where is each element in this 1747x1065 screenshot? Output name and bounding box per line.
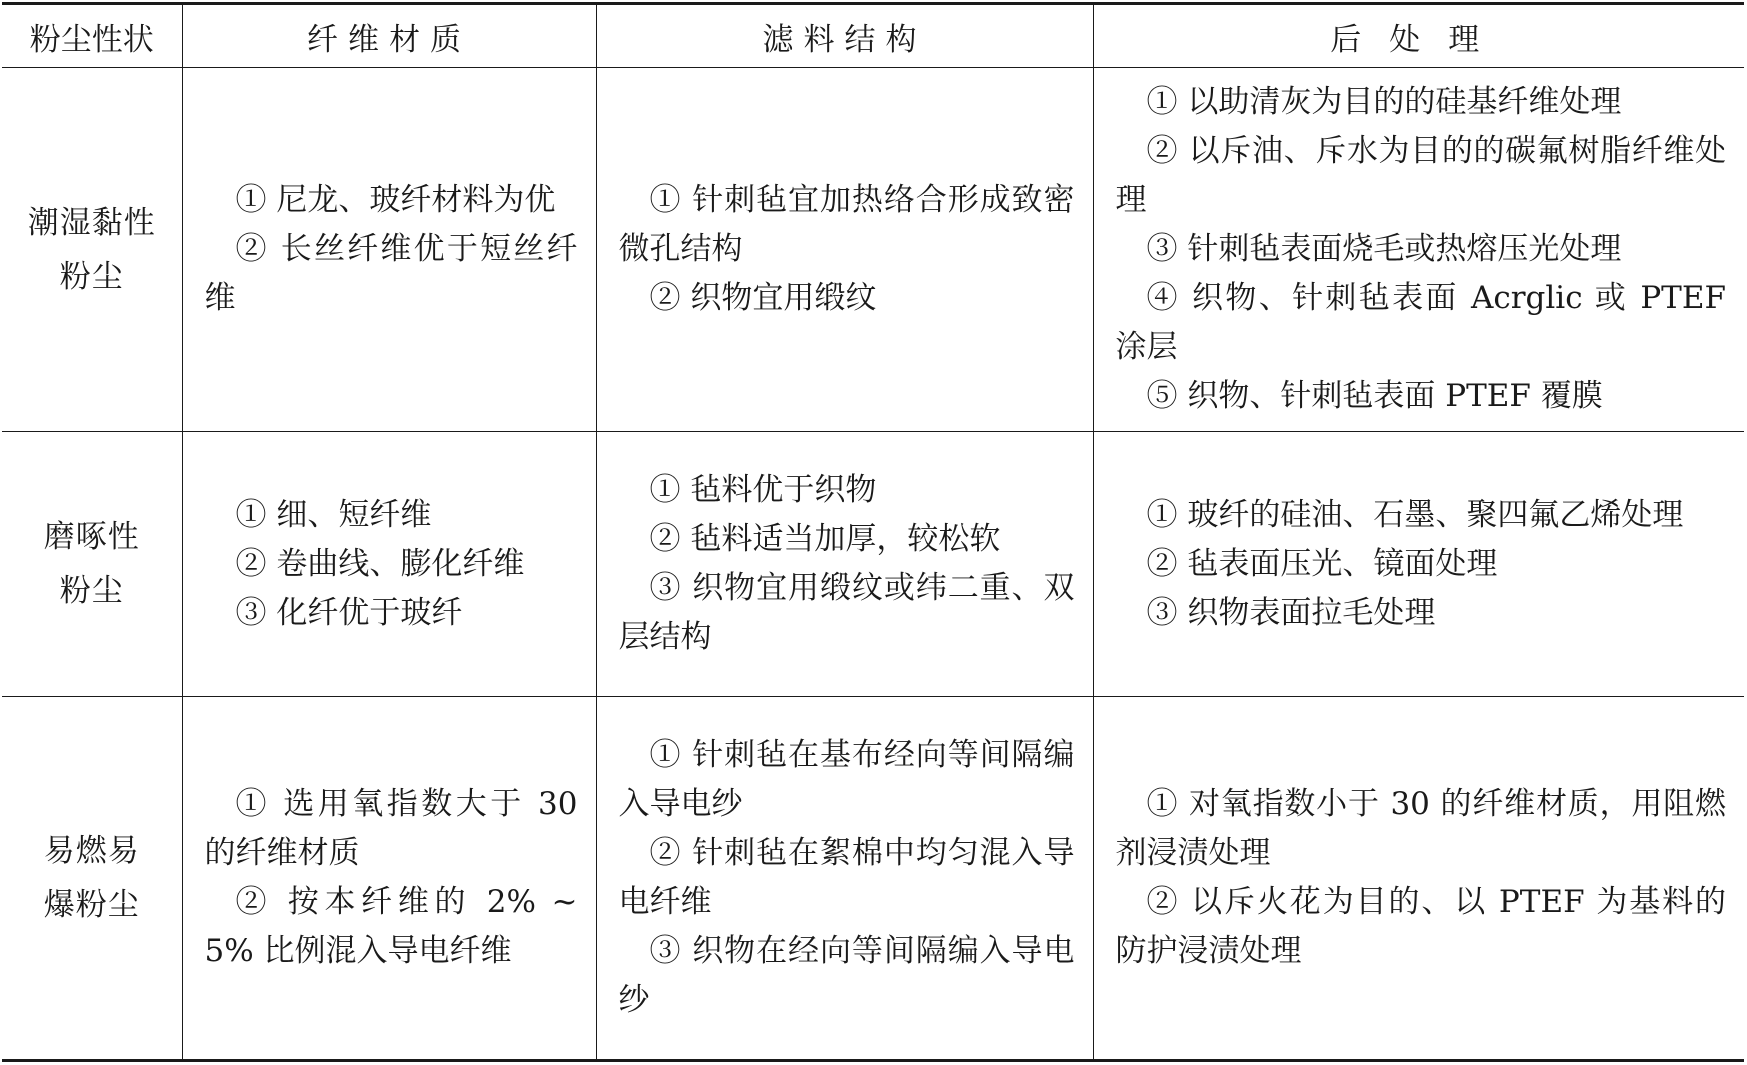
fiber-material-cell bbox=[182, 432, 596, 697]
list-item: ② 织物宜用缎纹 bbox=[649, 280, 877, 316]
list-item: ① 以助清灰为目的的硅基纤维处理 bbox=[1146, 84, 1622, 120]
list-item: ① 针刺毡在基布经向等间隔编入导电纱 bbox=[618, 737, 1075, 822]
list-item: ① 选用氧指数大于 30 的纤维材质 bbox=[204, 786, 578, 871]
list-item: ② 卷曲线、膨化纤维 bbox=[235, 545, 525, 582]
fiber-material-cell bbox=[182, 68, 596, 432]
list-item: ② 以斥油、斥水为目的的碳氟树脂纤维处理 bbox=[1115, 133, 1726, 218]
filter-structure-cell bbox=[596, 68, 1093, 432]
dust-label-line: 潮湿黏性 bbox=[27, 204, 156, 241]
list-item: ① 对氧指数小于 30 的纤维材质，用阻燃剂浸渍处理 bbox=[1115, 786, 1726, 871]
list-item: ① 玻纤的硅油、石墨、聚四氟乙烯处理 bbox=[1146, 496, 1684, 533]
filter-structure-cell bbox=[596, 432, 1093, 697]
dust-property-cell bbox=[2, 697, 182, 1061]
list-item: ② 毡表面压光、镜面处理 bbox=[1146, 545, 1498, 582]
post-treatment-cell bbox=[1093, 697, 1744, 1061]
dust-label-line: 易燃易 bbox=[43, 833, 140, 869]
header-post-treatment: 后处理 bbox=[1093, 4, 1744, 68]
table-row bbox=[2, 697, 1744, 1061]
list-item: ① 细、短纤维 bbox=[235, 496, 432, 533]
table-row bbox=[2, 68, 1744, 432]
list-item: ② 长丝纤维优于短丝纤维 bbox=[204, 231, 578, 316]
list-item: ③ 化纤优于玻纤 bbox=[235, 594, 463, 631]
header-fiber-material: 纤维材质 bbox=[182, 4, 596, 68]
header-dust-property: 粉尘性状 bbox=[2, 4, 182, 68]
list-item: ② 毡料适当加厚，较松软 bbox=[649, 521, 1001, 557]
filter-media-table bbox=[2, 2, 1744, 1062]
list-item: ① 针刺毡宜加热络合形成致密微孔结构 bbox=[618, 182, 1075, 267]
list-item: ① 毡料优于织物 bbox=[649, 472, 877, 508]
dust-label-line: 粉尘 bbox=[59, 258, 124, 295]
header-row bbox=[2, 4, 1744, 68]
filter-structure-cell bbox=[596, 697, 1093, 1061]
header-filter-structure: 滤料结构 bbox=[596, 4, 1093, 68]
list-item: ② 针刺毡在絮棉中均匀混入导电纤维 bbox=[618, 835, 1075, 920]
list-item: ② 按本纤维的 2% ~ 5% 比例混入导电纤维 bbox=[204, 884, 578, 969]
dust-property-cell bbox=[2, 432, 182, 697]
list-item: ① 尼龙、玻纤材料为优 bbox=[235, 182, 556, 218]
list-item: ③ 针刺毡表面烧毛或热熔压光处理 bbox=[1146, 231, 1622, 267]
list-item: ③ 织物在经向等间隔编入导电纱 bbox=[618, 933, 1075, 1018]
list-item: ② 以斥火花为目的、以 PTEF 为基料的防护浸渍处理 bbox=[1115, 884, 1726, 969]
list-item: ⑤ 织物、针刺毡表面 PTEF 覆膜 bbox=[1146, 378, 1603, 414]
dust-label-line: 爆粉尘 bbox=[43, 887, 140, 923]
dust-label-line: 磨啄性 bbox=[43, 519, 140, 555]
dust-label-line: 粉尘 bbox=[59, 573, 124, 609]
list-item: ③ 织物宜用缎纹或纬二重、双层结构 bbox=[618, 570, 1075, 655]
list-item: ③ 织物表面拉毛处理 bbox=[1146, 594, 1436, 631]
fiber-material-cell bbox=[182, 697, 596, 1061]
post-treatment-cell bbox=[1093, 68, 1744, 432]
post-treatment-cell bbox=[1093, 432, 1744, 697]
dust-property-cell bbox=[2, 68, 182, 432]
list-item: ④ 织物、针刺毡表面 Acrglic 或 PTEF 涂层 bbox=[1115, 280, 1726, 365]
table-row bbox=[2, 432, 1744, 697]
